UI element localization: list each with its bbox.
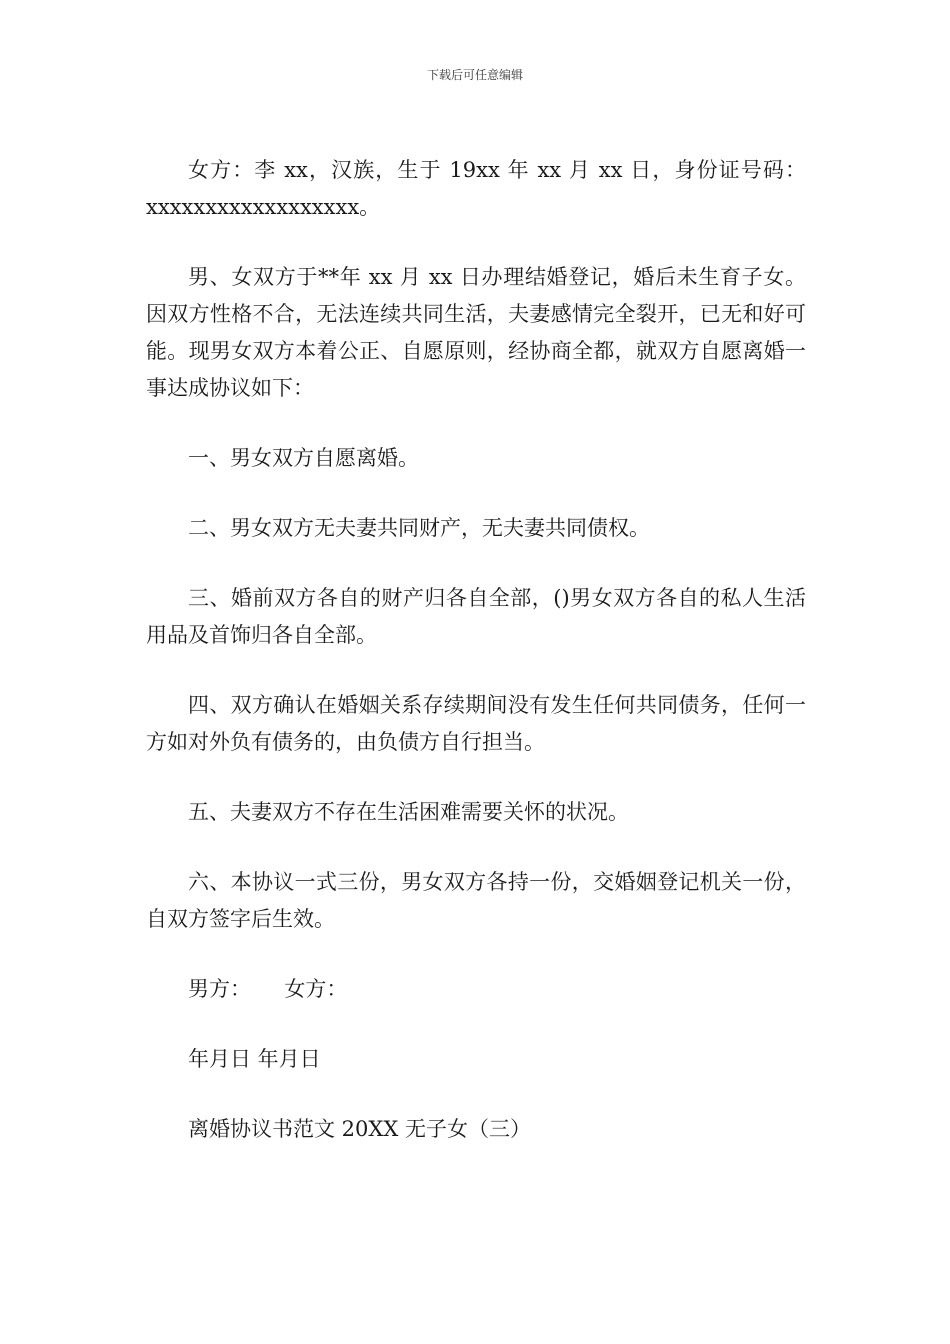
page-header-note: 下载后可任意编辑 [426, 68, 523, 82]
paragraph-marriage-background: 男、女双方于**年 xx 月 xx 日办理结婚登记，婚后未生育子女。因双方性格不合，无法连续共同生活，夫妻感情完全裂开，已无和好可能。现男女双方本着公正、自愿原则，经协商全都，就双方自愿离婚一事达成协议如下： [146, 265, 806, 400]
clause-1: 一、男女双方自愿离婚。 [188, 446, 419, 470]
clause-3: 三、婚前双方各自的财产归各自全部，()男女双方各自的私人生活用品及首饰归各自全部。 [146, 586, 806, 647]
clause-5: 五、夫妻双方不存在生活困难需要关怀的状况。 [188, 800, 629, 824]
document-body [146, 152, 806, 1181]
date-line: 年月日 年月日 [188, 1047, 321, 1071]
signature-line: 男方： 女方： [188, 977, 348, 1001]
paragraph-female-party: 女方：李 xx，汉族，生于 19xx 年 xx 月 xx 日，身份证号码：xxxxxxxxxxxxxxxxxx。 [146, 158, 806, 219]
clause-4: 四、双方确认在婚姻关系存续期间没有发生任何共同债务，任何一方如对外负有债务的，由负债方自行担当。 [146, 693, 806, 754]
next-section-title: 离婚协议书范文 20XX 无子女（三） [188, 1117, 531, 1141]
clause-6: 六、本协议一式三份，男女双方各持一份，交婚姻登记机关一份，自双方签字后生效。 [146, 870, 806, 931]
clause-2: 二、男女双方无夫妻共同财产，无夫妻共同债权。 [188, 516, 650, 540]
